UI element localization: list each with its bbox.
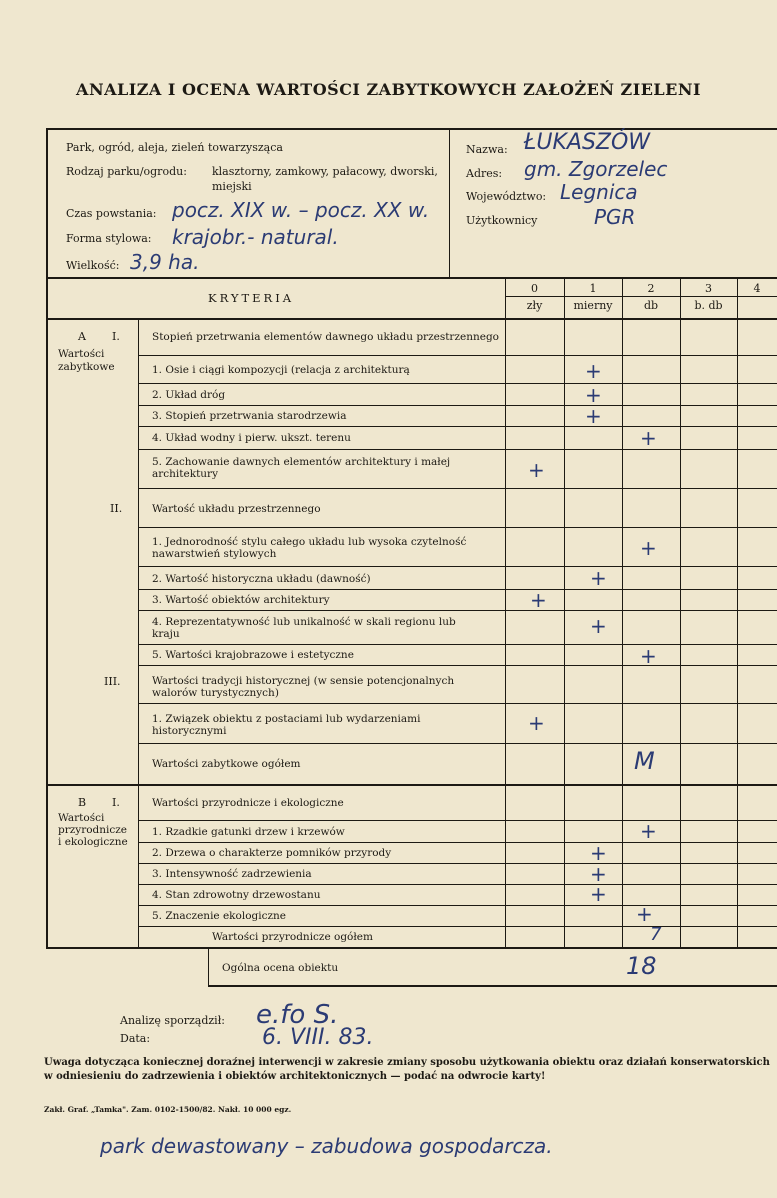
section-b-roman: I. xyxy=(112,796,120,809)
score-1-num: 1 xyxy=(589,282,597,295)
mark-a2-3: + xyxy=(530,588,547,612)
score-0-txt: zły xyxy=(526,299,543,312)
kind-options-2: miejski xyxy=(212,180,252,193)
row-a1-4: 4. Układ wodny i pierw. ukszt. terenu xyxy=(152,432,351,444)
user-label: Użytkownicy xyxy=(466,214,538,227)
mark-a3-1: + xyxy=(528,711,545,735)
mark-a2-1: + xyxy=(640,536,657,560)
score-1-txt: mierny xyxy=(573,299,613,312)
group-a1: Stopień przetrwania elementów dawnego układu przestrzennego xyxy=(152,331,499,343)
voiv-value: Legnica xyxy=(560,180,638,204)
row-a2-3: 3. Wartość obiektów architektury xyxy=(152,594,330,606)
group-a3-roman: III. xyxy=(104,675,121,688)
score-4-num: 4 xyxy=(753,282,761,295)
mark-a1-2: + xyxy=(585,383,602,407)
group-a2: Wartość układu przestrzennego xyxy=(152,503,321,515)
score-2-num: 2 xyxy=(647,282,655,295)
mark-b1-5: + xyxy=(636,902,653,926)
total-zabytkowe-label: Wartości zabytkowe ogółem xyxy=(152,758,301,770)
group-a2-roman: II. xyxy=(110,502,123,515)
section-a-letter: A xyxy=(78,330,86,343)
group-a3: Wartości tradycji historycznej (w sensie potencjonalnych walorów turystycznych) xyxy=(152,675,455,699)
address-value: gm. Zgorzelec xyxy=(524,157,668,181)
time-label: Czas powstania: xyxy=(66,207,157,220)
name-label: Nazwa: xyxy=(466,143,508,156)
note: Uwaga dotycząca koniecznej doraźnej interwencji w zakresie zmiany sposobu użytkowania obiektu oraz działań konserwatorskich w odniesieniu do zadrzewienia i obiektów architektonicznych — podać na odwrocie karty! xyxy=(44,1057,770,1082)
hand-note: park dewastowany – zabudowa gospodarcza. xyxy=(100,1134,553,1158)
section-b-name: Wartości przyrodnicze i ekologiczne xyxy=(58,812,128,848)
row-b1-1: 1. Rzadkie gatunki drzew i krzewów xyxy=(152,826,345,838)
row-a1-3: 3. Stopień przetrwania starodrzewia xyxy=(152,410,347,422)
row-a2-5: 5. Wartości krajobrazowe i estetyczne xyxy=(152,649,354,661)
section-a-roman: I. xyxy=(112,330,120,343)
section-a-name: Wartości zabytkowe xyxy=(58,348,115,373)
voiv-label: Województwo: xyxy=(466,190,547,203)
row-b1-4: 4. Stan zdrowotny drzewostanu xyxy=(152,889,321,901)
row-a1-5: 5. Zachowanie dawnych elementów architektury i małej architektury xyxy=(152,456,451,480)
size-label: Wielkość: xyxy=(66,259,120,272)
section-b-letter: B xyxy=(78,796,87,809)
mark-a1-5: + xyxy=(528,458,545,482)
size-value: 3,9 ha. xyxy=(130,250,200,274)
score-2-txt: db xyxy=(643,299,659,312)
park-type-label: Park, ogród, aleja, zieleń towarzysząca xyxy=(66,141,283,154)
row-b1-3: 3. Intensywność zadrzewienia xyxy=(152,868,312,880)
criteria-label: KRYTERIA xyxy=(208,291,295,305)
score-3-txt: b. db xyxy=(694,299,723,312)
date-value: 6. VIII. 83. xyxy=(262,1025,374,1050)
mark-b1-3: + xyxy=(590,862,607,886)
row-a2-1: 1. Jednorodność stylu całego układu lub wysoka czytelność nawarstwień stylowych xyxy=(152,536,467,560)
name-value: ŁUKASZÓW xyxy=(524,130,651,155)
row-b1-5: 5. Znaczenie ekologiczne xyxy=(152,910,287,922)
mark-a2-4: + xyxy=(590,614,607,638)
row-a1-2: 2. Układ dróg xyxy=(152,389,226,401)
mark-b1-2: + xyxy=(590,841,607,865)
author-label: Analizę sporządził: xyxy=(120,1014,225,1027)
group-b1: Wartości przyrodnicze i ekologiczne xyxy=(152,797,344,809)
total-ogolna-label: Ogólna ocena obiektu xyxy=(222,962,339,974)
author-value: e.fo S. xyxy=(256,1000,339,1030)
mark-a1-4: + xyxy=(640,426,657,450)
row-a2-4: 4. Reprezentatywność lub unikalność w skali regionu lub kraju xyxy=(152,616,456,640)
style-value: krajobr.- natural. xyxy=(172,225,339,249)
mark-b1-4: + xyxy=(590,882,607,906)
row-a2-2: 2. Wartość historyczna układu (dawność) xyxy=(152,573,371,585)
mark-b1-1: + xyxy=(640,819,657,843)
page-title: ANALIZA I OCENA WARTOŚCI ZABYTKOWYCH ZAŁOŻEŃ ZIELENI xyxy=(76,80,701,99)
total-zabytkowe-value: M xyxy=(634,747,655,775)
score-0-num: 0 xyxy=(531,282,538,295)
total-przyrodnicze-value: 7 xyxy=(650,924,662,945)
mark-a2-2: + xyxy=(590,566,607,590)
kind-label: Rodzaj parku/ogrodu: xyxy=(66,165,187,178)
kind-options: klasztorny, zamkowy, pałacowy, dworski, xyxy=(212,165,438,178)
row-b1-2: 2. Drzewa o charakterze pomników przyrody xyxy=(152,847,392,859)
mark-a2-5: + xyxy=(640,644,657,668)
mark-a1-1: + xyxy=(585,359,602,383)
style-label: Forma stylowa: xyxy=(66,232,152,245)
user-value: PGR xyxy=(594,205,636,229)
time-value: pocz. XIX w. – pocz. XX w. xyxy=(172,198,430,222)
total-przyrodnicze-label: Wartości przyrodnicze ogółem xyxy=(212,931,373,943)
row-a3-1: 1. Związek obiektu z postaciami lub wydarzeniami historycznymi xyxy=(152,713,421,737)
print-info: Zakł. Graf. „Tamka". Zam. 0102-1500/82. Nakł. 10 000 egz. xyxy=(44,1105,292,1114)
mark-a1-3: + xyxy=(585,404,602,428)
score-3-num: 3 xyxy=(705,282,712,295)
total-ogolna-value: 18 xyxy=(626,952,657,980)
row-a1-1: 1. Osie i ciągi kompozycji (relacja z architekturą xyxy=(152,364,410,376)
date-label: Data: xyxy=(120,1032,151,1045)
address-label: Adres: xyxy=(466,167,503,180)
